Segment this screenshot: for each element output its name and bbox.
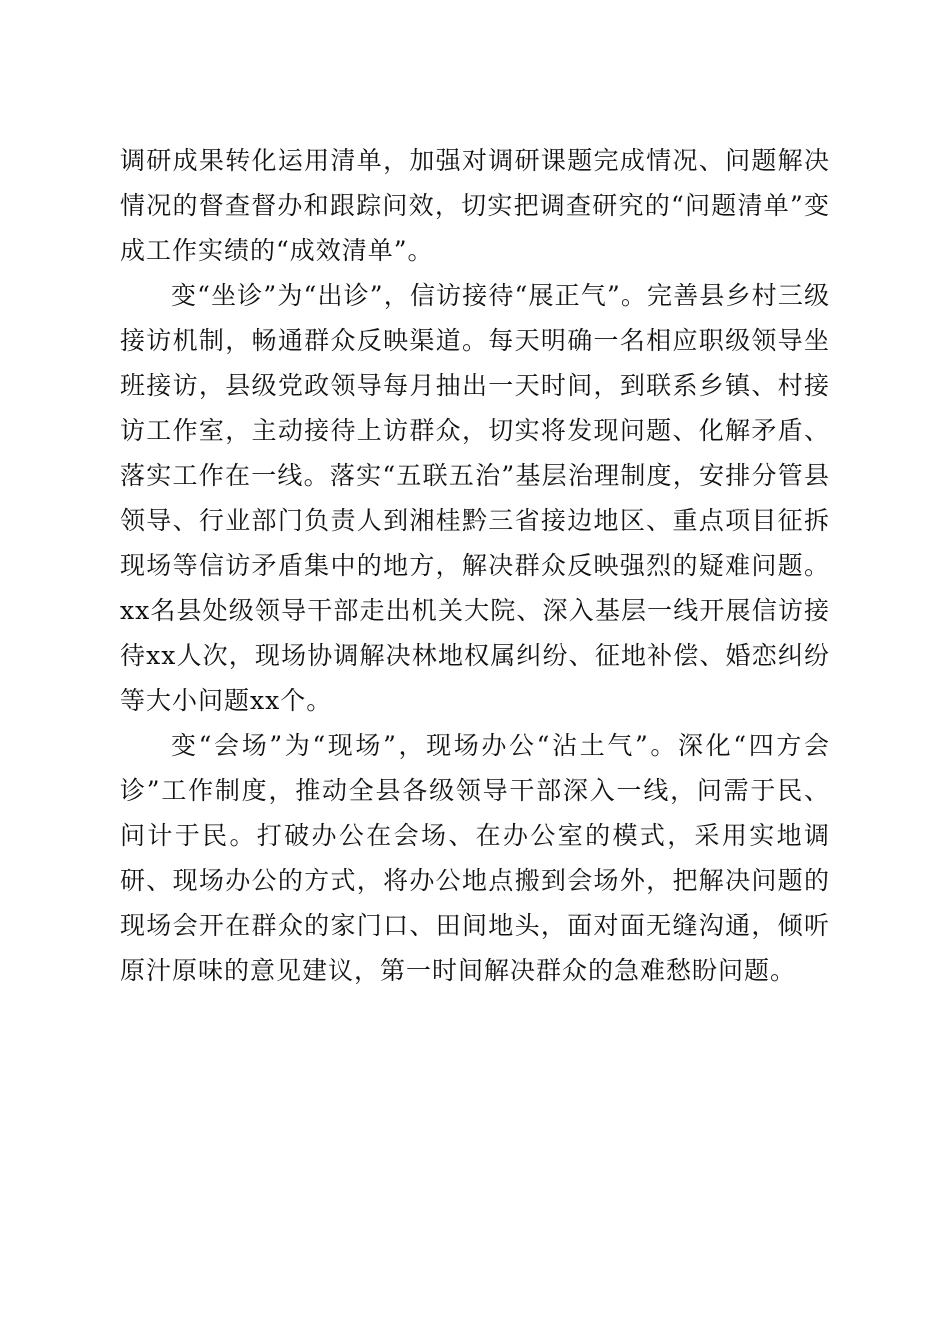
paragraph-petition-reception: 变“坐诊”为“出诊”，信访接待“展正气”。完善县乡村三级接访机制，畅通群众反映渠道。每天明确一名相应职级领导坐班接访，县级党政领导每月抽出一天时间，到联系乡镇、村接访工作室，主动接待上访群众，切实将发现问题、化解矛盾、落实工作在一线。落实“五联五治”基层治理制度，安排分管县领导、行业部门负责人到湘桂黔三省接边地区、重点项目征拆现场等信访矛盾集中的地方，解决群众反映强烈的疑难问题。xx名县处级领导干部走出机关大院、深入基层一线开展信访接待xx人次，现场协调解决林地权属纠纷、征地补偿、婚恋纠纷等大小问题xx个。 xyxy=(120,281,830,715)
paragraph-onsite-office: 变“会场”为“现场”，现场办公“沾土气”。深化“四方会诊”工作制度，推动全县各级领导干部深入一线，问需于民、问计于民。打破办公在会场、在办公室的模式，采用实地调研、现场办公的方式，将办公地点搬到会场外，把解决问题的现场会开在群众的家门口、田间地头，面对面无缝沟通，倾听原汁原味的意见建议，第一时间解决群众的急难愁盼问题。 xyxy=(120,731,830,985)
paragraph-continuation: 调研成果转化运用清单，加强对调研课题完成情况、问题解决情况的督查督办和跟踪问效，切实把调查研究的“问题清单”变成工作实绩的“成效清单”。 xyxy=(120,146,830,265)
document-body xyxy=(120,138,830,993)
